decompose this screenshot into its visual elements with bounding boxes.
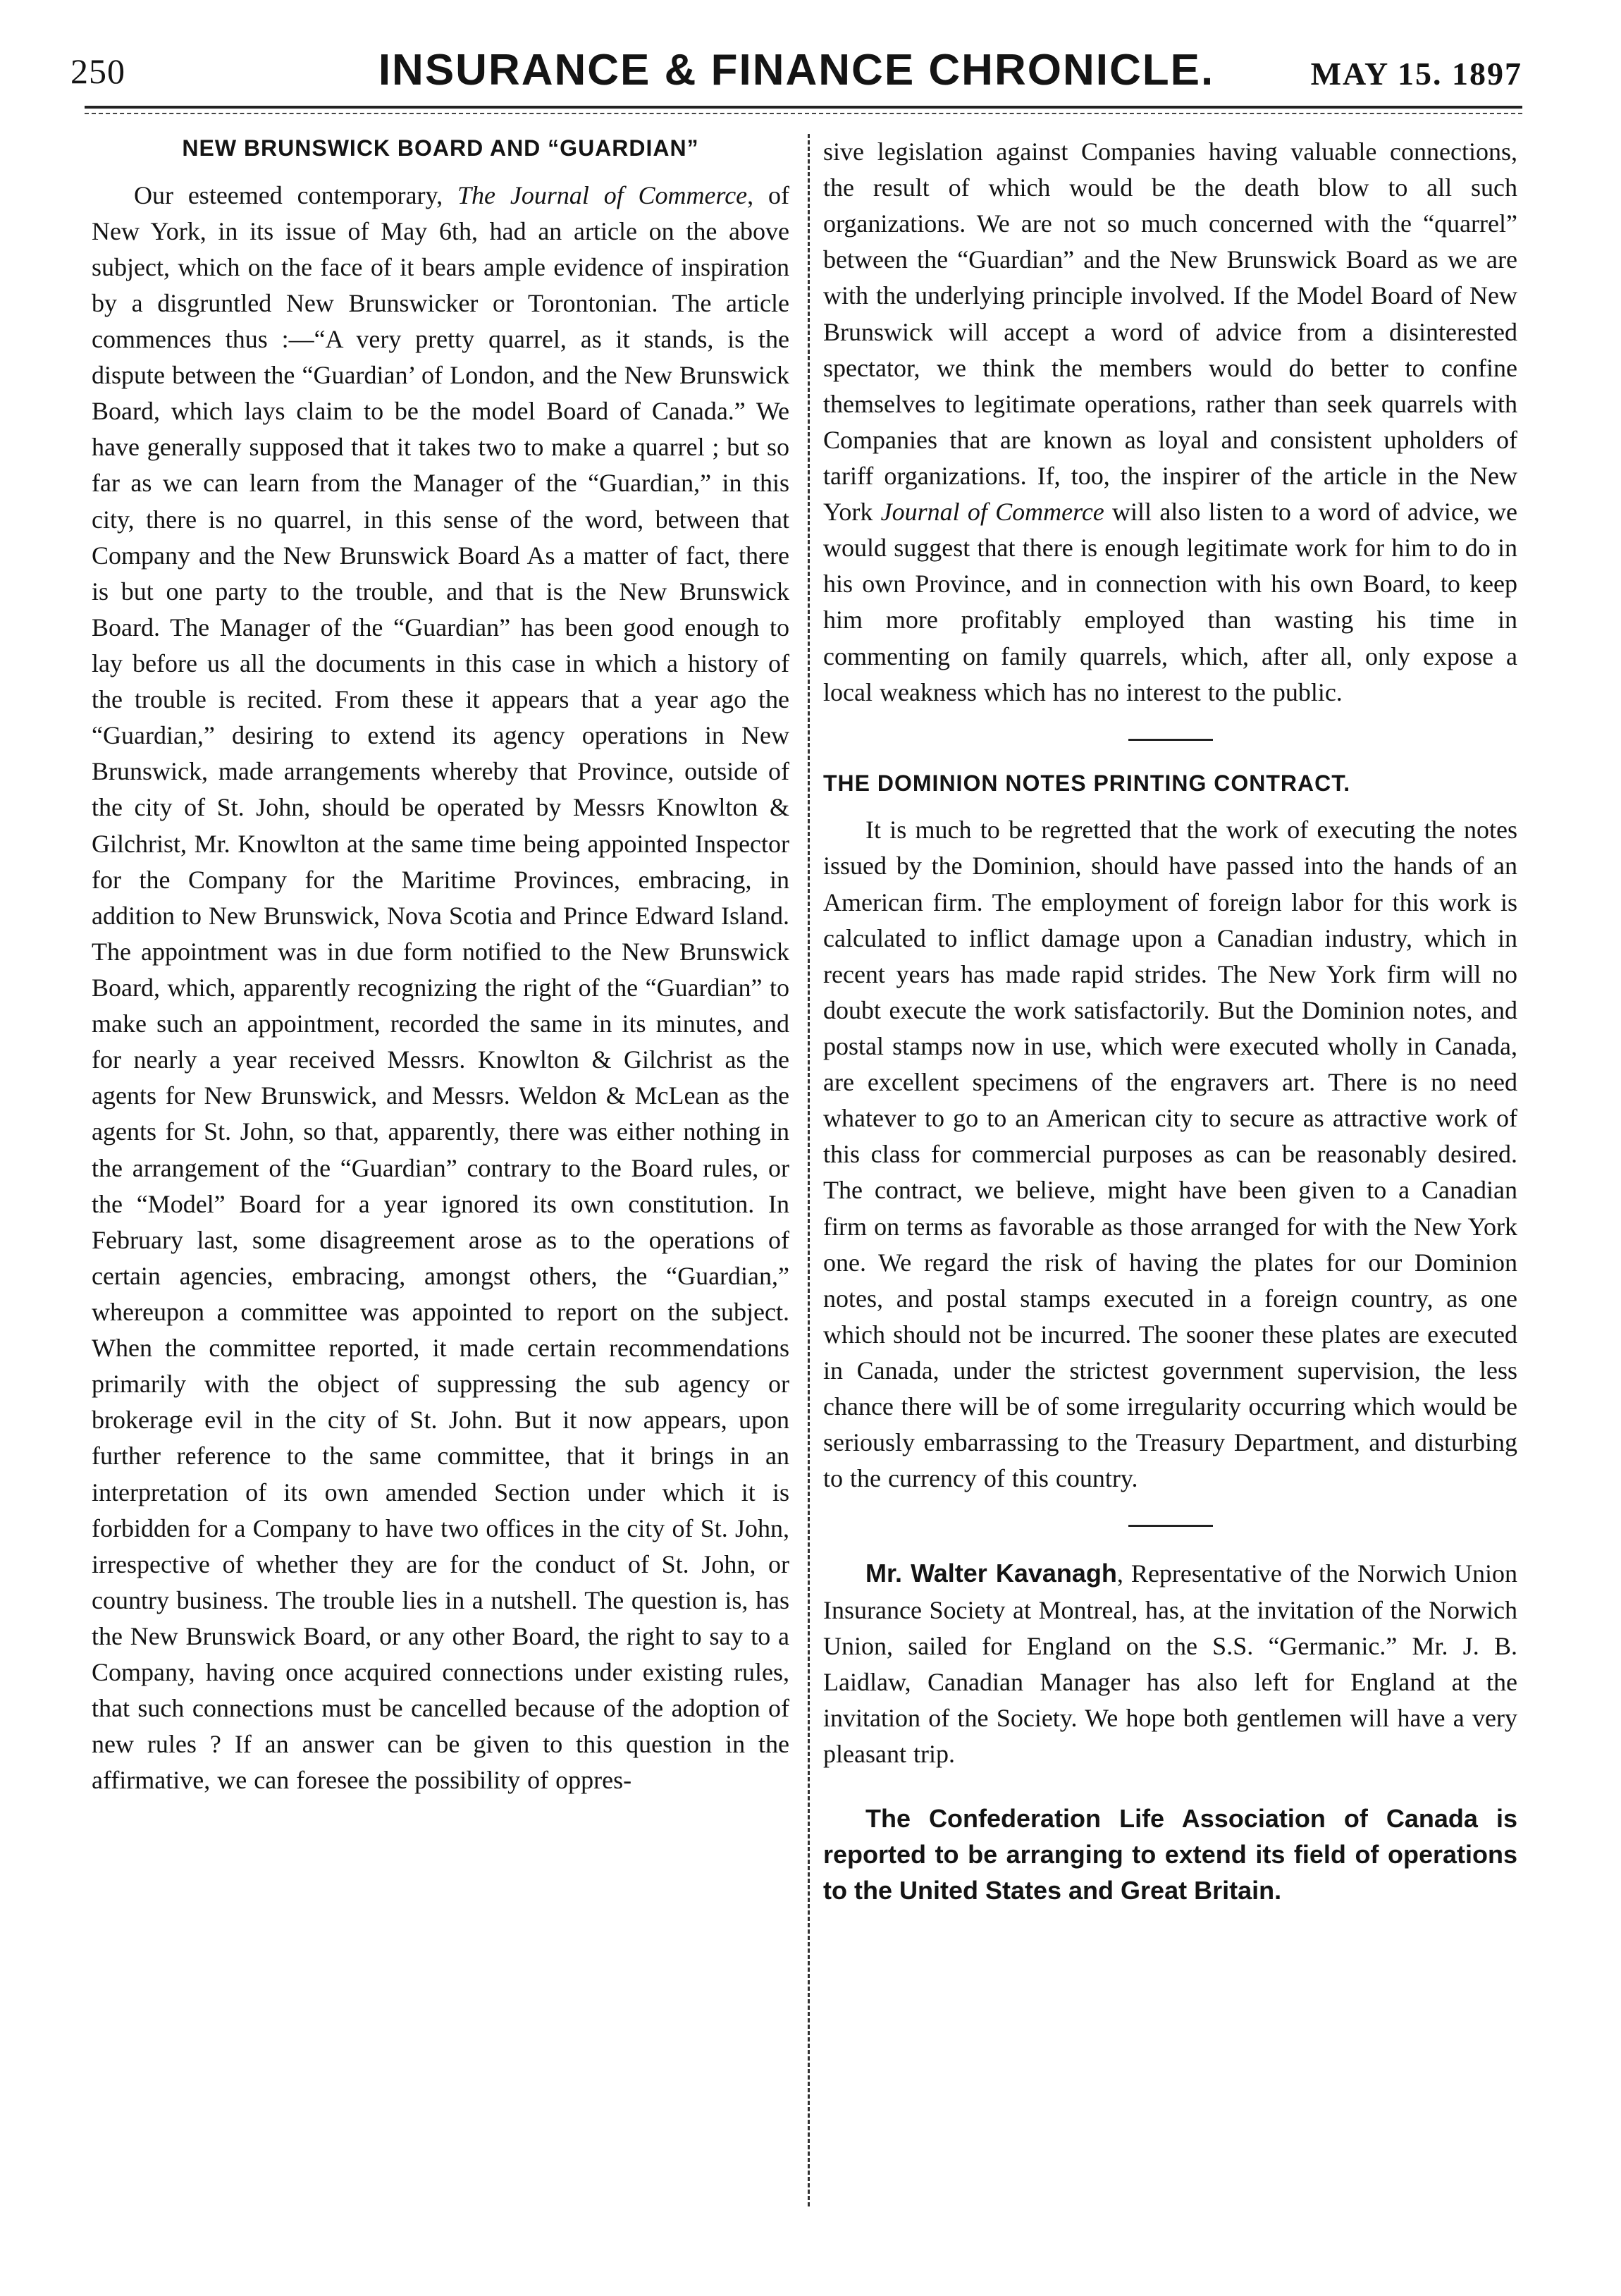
- article-text: sive legislation against Companies having valuable connections, the result of which would be the death blow to all such organizations. We are not so much concerned with the “quarrel” between the “Guardian” and the New Brunswick Board as we are with the underlying principle involved. If the Model Board of New Brunswick will accept a word of advice from a disinterested spectator, we think the members would do better to confine themselves to legitimate operations, rather than seek quarrels with Companies that are known as loyal and consistent upholders of tariff organizations. If, too, the inspirer of the article in the New York: [823, 137, 1517, 527]
- personal-note: [823, 1555, 1517, 1772]
- issue-date: MAY 15. 1897: [1310, 56, 1522, 92]
- article-text: Our esteemed contemporary,: [134, 180, 458, 209]
- article-paragraph: It is much to be regretted that the work of executing the notes issued by the Dominion, should have passed into the hands of an American firm. The employment of foreign labor for this work is calculated to inflict damage upon a Canadian industry, which in recent years has made rapid strides. The New York firm will no doubt execute the work satisfactorily. But the Dominion notes, and postal stamps now in use, which were executed wholly in Canada, are excellent specimens of the engravers art. There is no need whatever to go to an American city to secure as attractive work of this class for commercial purposes as can be reasonably desired. The contract, we believe, might have been given to a Canadian firm on terms as favorable as those arranged for with the New York one. We regard the risk of having the plates for our Dominion notes, and postal stamps executed in a foreign country, as one which should not be incurred. The sooner these plates are executed in Canada, under the strictest government supervision, the less chance there will be of some irregularity occurring which would be seriously embarrassing to the Treasury Department, and disturbing to the currency of this country.: [823, 816, 1517, 1493]
- article-headline-dominion-notes: THE DOMINION NOTES PRINTING CONTRACT.: [823, 770, 1351, 796]
- article-paragraph-continued: [823, 134, 1517, 711]
- article-text: , of New York, in its issue of May 6th, had an article on the above subject, which on the face of it bears ample evidence of inspiration by a disgruntled New Brunswicker or Torontonian. The article commences thus :—“A very pretty quarrel, as it stands, is the dispute between the “Guardian’ of London, and the New Brunswick Board, which lays claim to be the model Board of Canada.” We have generally supposed that it takes two to make a quarrel ; but so far as we can learn from the Manager of the “Guardian,” in this city, there is no quarrel, in this sense of the word, between that Company and the New Brunswick Board As a matter of fact, there is but one party to the trouble, and that is the New Brunswick Board. The Manager of the “Guardian” has been good enough to lay before us all the documents in this case in which a history of the trouble is recited. From these it appears that a year ago the “Guardian,” desiring to extend its agency operations in New Brunswick, made arrangements whereby that Province, outside of the city of St. John, should be operated by Messrs Knowlton & Gilchrist, Mr. Knowlton at the same time being appointed Inspector for the Company for the Maritime Provinces, embracing, in addition to New Brunswick, Nova Scotia and Prince Edward Island. The appointment was in due form notified to the New Brunswick Board, which, apparently recognizing the right of the “Guardian” to make such an appointment, recorded the same in its minutes, and for nearly a year received Messrs. Knowlton & Gilchrist as the agents for New Brunswick, and Messrs. Weldon & McLean as the agents for St. John, so that, apparently, there was either nothing in the arrangement of the “Guardian” contrary to the Board rules, or the “Model” Board for a year ignored its own constitution. In February last, some disagreement arose as to the operations of certain agencies, embracing, amongst others, the “Guardian,” whereupon a committee was appointed to report on the subject. When the committee reported, it made certain recommendations primarily with the object of suppressing the sub agency or brokerage evil in the city of St. John. But it now appears, upon further reference to the same committee, that it brings in an interpretation of its own amended Section under which it is forbidden for a Company to have two offices in the city of St. John, irrespective of whether they are for the conduct of St. John, or country business. The trouble lies in a nutshell. The question is, has the New Brunswick Board, or any other Board, the right to say to a Company, having once acquired connections under existing rules, that such connections must be cancelled because of the adoption of new rules ? If an answer can be given to this question in the affirmative, we can foresee the possibility of oppres-: [92, 180, 790, 1795]
- journal-title: The Journal of Commerce: [457, 180, 748, 209]
- section-divider: [1128, 1525, 1213, 1527]
- header-rule: [85, 106, 1522, 109]
- left-column: [92, 134, 789, 1799]
- article-text: will also listen to a word of advice, we would suggest that there is enough legitimate work for him to do in his own Province, and in connection with his own Board, to keep him more profitably employed than wasting his time in commenting on family quarrels, which, after all, only expose a local weakness which has no interest to the public.: [823, 498, 1518, 706]
- section-divider: [1128, 739, 1213, 741]
- column-divider: [808, 134, 810, 2206]
- person-name: Mr. Walter Kavanagh: [865, 1559, 1117, 1588]
- running-head: [70, 35, 1522, 113]
- page-number: 250: [70, 51, 125, 91]
- header-rule-dashed: [85, 113, 1522, 114]
- confederation-life-note: The Confederation Life Association of Canada is reported to be arranging to extend its field of operations to the United States and Great Britain.: [823, 1804, 1517, 1905]
- note-text: , Representative of the Norwich Union Insurance Society at Montreal, has, at the invitation of the Norwich Union, sailed for England on the S.S. “Germanic.” Mr. J. B. Laidlaw, Canadian Manager has also left for England at the invitation of the Society. We hope both gentlemen will have a very pleasant trip.: [823, 1559, 1517, 1768]
- article-paragraph: [92, 178, 789, 1799]
- right-column: [823, 134, 1517, 1908]
- publication-title: INSURANCE & FINANCE CHRONICLE.: [378, 46, 1215, 94]
- article-headline-new-brunswick: NEW BRUNSWICK BOARD AND “GUARDIAN”: [182, 135, 699, 161]
- journal-title: Journal of Commerce: [880, 498, 1104, 527]
